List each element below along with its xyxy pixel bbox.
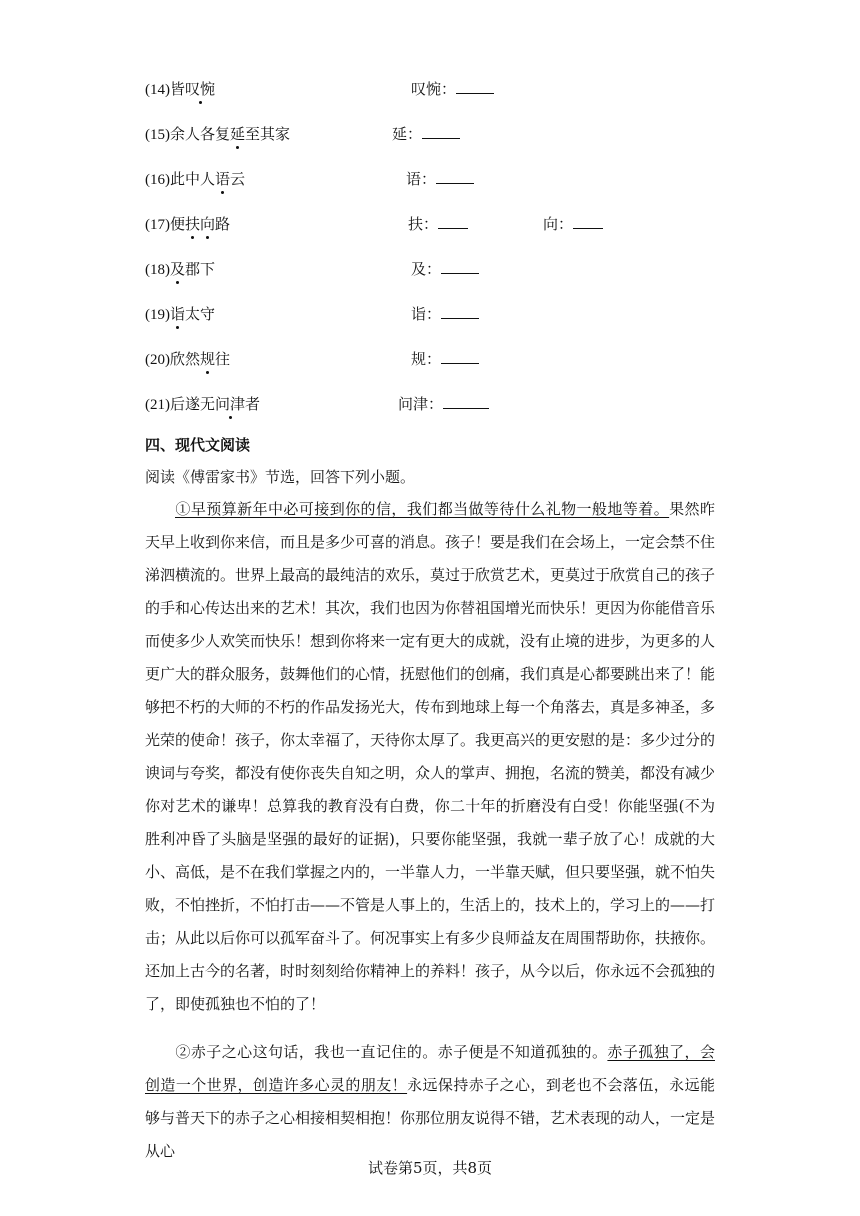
underlined-sentence: 赤子孤独了，会创造一个世界，创造许多心灵的朋友！ — [145, 1043, 715, 1094]
answer-label: 问津： — [398, 395, 444, 413]
answer-label: 规： — [411, 350, 442, 368]
paragraph-text: ②赤子之心这句话，我也一直记住的。赤子便是不知道孤独的。 — [175, 1043, 608, 1061]
question-text: 皆 — [170, 80, 186, 98]
answer-label: 诣： — [411, 305, 442, 323]
answer-label: 语： — [406, 170, 437, 188]
dotted-word: 问津 — [215, 395, 246, 413]
answer-label: 延： — [392, 125, 423, 143]
question-number: (19) — [145, 307, 170, 323]
answer-label: 向： — [543, 215, 574, 233]
answer-blank[interactable] — [422, 126, 460, 139]
answer-label: 及： — [411, 260, 442, 278]
section-heading: 四、现代文阅读 — [145, 436, 251, 454]
answer-blank[interactable] — [573, 216, 603, 229]
answer-20 — [411, 348, 479, 369]
question-15 — [145, 123, 290, 144]
dotted-word: 诣 — [170, 305, 186, 323]
passage-paragraph-1 — [145, 493, 715, 1021]
answer-blank[interactable] — [441, 261, 479, 274]
answer-label: 扶： — [408, 215, 439, 233]
answer-label: 叹惋： — [411, 80, 457, 98]
dotted-word: 规 — [200, 350, 216, 368]
question-text: 云 — [230, 170, 246, 188]
question-text: 往 — [215, 350, 231, 368]
question-20 — [145, 348, 230, 369]
question-number: (21) — [145, 397, 170, 413]
question-text: 郡下 — [185, 260, 216, 278]
dotted-word: 延 — [230, 125, 246, 143]
answer-blank[interactable] — [456, 81, 494, 94]
dotted-word: 及 — [170, 260, 186, 278]
answer-19 — [411, 303, 479, 324]
answer-17b — [543, 213, 603, 234]
dotted-word: 叹惋 — [185, 80, 216, 98]
question-text: 余人各复 — [170, 125, 231, 143]
answer-blank[interactable] — [441, 306, 479, 319]
question-text: 太守 — [185, 305, 216, 323]
question-number: (16) — [145, 172, 170, 188]
dotted-word: 语 — [215, 170, 231, 188]
answer-blank[interactable] — [443, 396, 489, 409]
question-text: 欣然 — [170, 350, 201, 368]
paragraph-text: 永远保持赤子之心，到老也不会落伍，永远能够与普天下的赤子之心相接相契相抱！你那位朋友说得不错，艺术表现的动人，一定是从心 — [145, 1076, 716, 1160]
question-21 — [145, 393, 260, 414]
question-19 — [145, 303, 215, 324]
page-footer: 试卷第5页，共8页 — [367, 1159, 493, 1177]
paragraph-text: 果然昨天早上收到你来信，而且是多少可喜的消息。孩子！要是我们在会场上，一定会禁不住涕泗横流的。世界上最高的最纯洁的欢乐，莫过于欣赏艺术，更莫过于欣赏自己的孩子的手和心传达出来的艺术！其次，我们也因为你替祖国增光而快乐！更因为你能借音乐而使多少人欢笑而快乐！想到你将来一定有更大的成就，没有止境的进步，为更多的人更广大的群众服务，鼓舞他们的心情，抚慰他们的创痛，我们真是心都要跳出来了！能够把不朽的大师的不朽的作品发扬光大，传布到地球上每一个角落去，真是多神圣，多光荣的使命！孩子，你太幸福了，天待你太厚了。我更高兴的更安慰的是：多少过分的谀词与夸奖，都没有使你丧失自知之明，众人的掌声、拥抱，名流的赞美，都没有减少你对艺术的谦卑！总算我的教育没有白费，你二十年的折磨没有白受！你能坚强(不为胜利冲昏了头脑是坚强的最好的证据)，只要你能坚强，我就一辈子放了心！成就的大小、高低，是不在我们掌握之内的，一半靠人力，一半靠天赋，但只要坚强，就不怕失败，不怕挫折，不怕打击——不管是人事上的，生活上的，技术上的，学习上的——打击；从此以后你可以孤军奋斗了。何况事实上有多少良师益友在周围帮助你，扶掖你。 还加上古今的名著，时时刻刻给你精神上的养料！孩子，从今以后，你永远不会孤独的了，即使孤独也不怕的了！ — [145, 500, 716, 1013]
answer-15 — [392, 123, 460, 144]
question-text: 至其家 — [245, 125, 291, 143]
passage-paragraph-2 — [145, 1036, 715, 1168]
underlined-sentence: ①早预算新年中必可接到你的信，我们都当做等待什么礼物一般地等着。 — [175, 500, 670, 518]
question-18 — [145, 258, 215, 279]
question-number: (17) — [145, 217, 170, 233]
question-number: (20) — [145, 352, 170, 368]
answer-17a — [408, 213, 468, 234]
answer-blank[interactable] — [438, 216, 468, 229]
question-text: 便 — [170, 215, 186, 233]
answer-blank[interactable] — [441, 351, 479, 364]
question-text: 者 — [245, 395, 261, 413]
question-number: (18) — [145, 262, 170, 278]
answer-16 — [406, 168, 474, 189]
question-text: 后遂无 — [170, 395, 216, 413]
question-17 — [145, 213, 230, 234]
dotted-word: 向 — [200, 215, 216, 233]
answer-18 — [411, 258, 479, 279]
question-number: (14) — [145, 82, 170, 98]
section-instructions: 阅读《傅雷家书》节选，回答下列小题。 — [145, 468, 416, 486]
question-text: 此中人 — [170, 170, 216, 188]
dotted-word: 扶 — [185, 215, 201, 233]
answer-blank[interactable] — [436, 171, 474, 184]
answer-14 — [411, 78, 494, 99]
question-number: (15) — [145, 127, 170, 143]
question-14 — [145, 78, 215, 99]
question-16 — [145, 168, 245, 189]
answer-21 — [398, 393, 489, 414]
question-text: 路 — [215, 215, 231, 233]
